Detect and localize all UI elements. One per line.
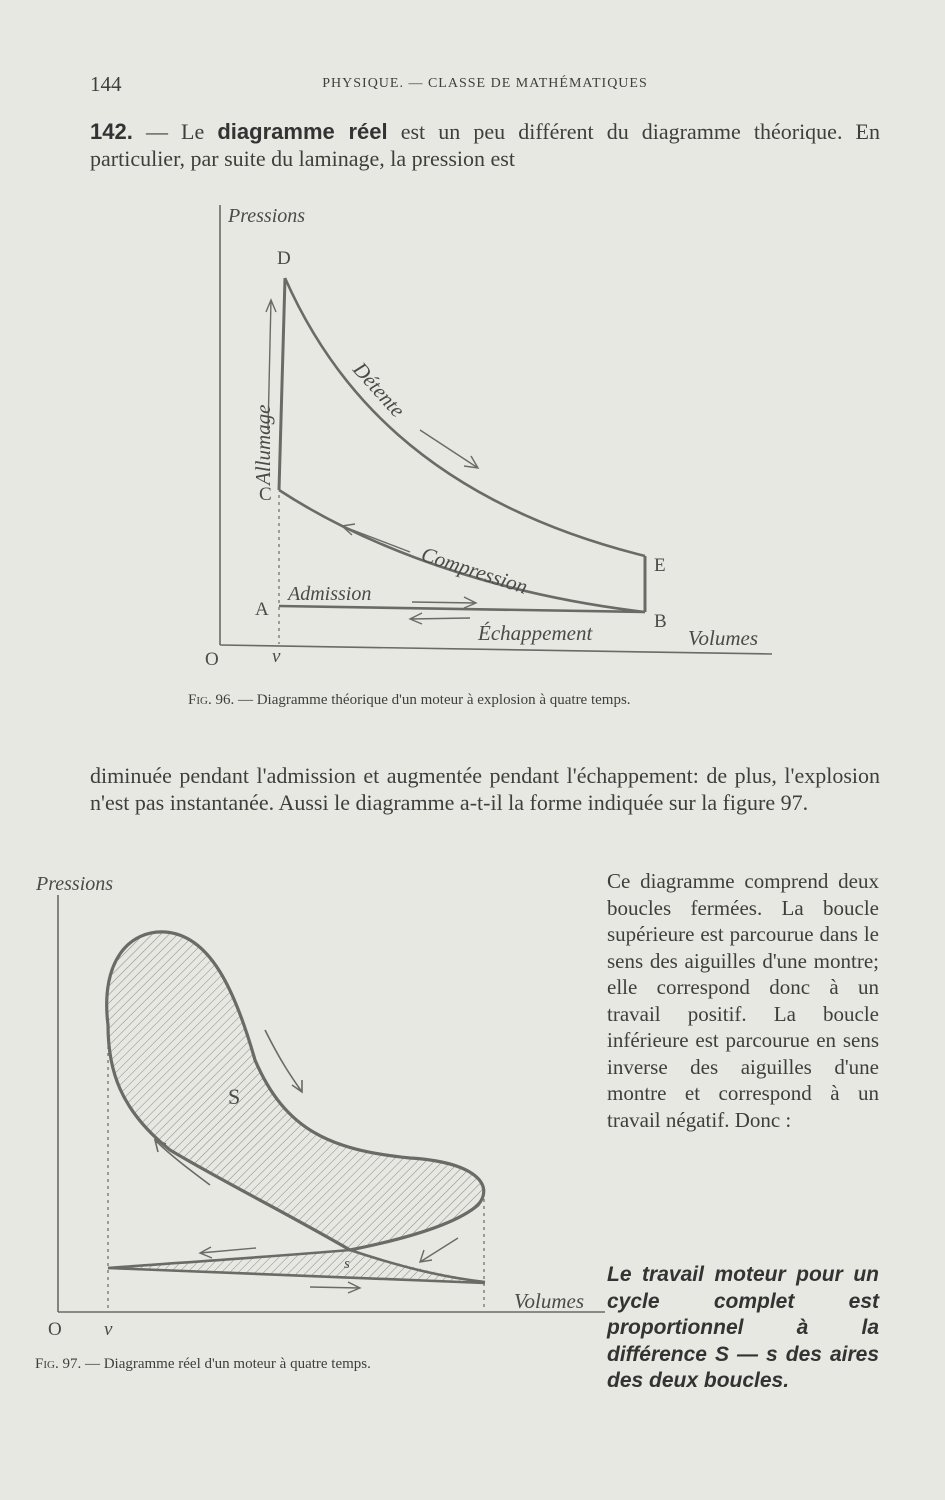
fig97-arrow-right [310,1282,360,1293]
fig97-v-label: v [104,1319,113,1340]
figure-96-caption-text: — Diagramme théorique d'un moteur à explosion à quatre temps. [234,692,631,708]
running-title: PHYSIQUE. — CLASSE DE MATHÉMATIQUES [322,76,648,91]
fig96-detente-label: Détente [348,357,410,422]
fig96-point-b: B [654,611,667,632]
section-dash: — Le [132,119,218,144]
fig97-arrow-lower-right [420,1238,458,1262]
fig96-point-a: A [255,599,269,620]
fig97-origin-label: O [48,1319,62,1340]
fig97-big-loop [107,932,484,1250]
fig97-small-loop-label: s [344,1256,350,1272]
fig96-allumage-label: Allumage [251,404,275,485]
fig96-x-axis-label: Volumes [688,626,758,650]
fig96-admission-label: Admission [288,583,372,605]
bold-term: diagramme réel [217,119,388,144]
fig97-arrow-down [265,1030,302,1092]
fig96-origin-label: O [205,649,219,670]
section-number: 142. [90,119,133,144]
fig97-x-axis-label: Volumes [514,1289,584,1313]
side-paragraph: Ce diagramme comprend deux boucles fermées. La boucle supérieure est parcourue dans le sens des aiguilles d'une montre; elle correspond donc à un travail positif. La boucle inférieure est parcourue en sens inverse des aiguilles d'une montre et correspond à un travail négatif. Donc : [607,869,879,1132]
conclusion-statement: Le travail moteur pour un cycle complet est proportionnel à la différence S — s des aires des deux boucles. [607,1263,879,1392]
fig96-point-d: D [277,248,291,269]
fig96-v-label: v [272,646,281,667]
section-142-continued: diminuée pendant l'admission et augmentée pendant l'échappement: de plus, l'explosion n'est pas instantanée. Aussi le diagramme a-t-il la forme indiquée sur la figure 97. [90,763,880,815]
figure-97-caption-label: Fig. 97. [35,1356,82,1372]
fig96-y-axis-label: Pressions [228,205,306,227]
figure-97-caption [35,1356,371,1373]
intro-text: est un peu différent du diagramme théorique. En particulier, par suite du laminage, la pression est [90,119,880,171]
figure-96-caption-label: Fig. 96. [188,692,235,708]
figure-97-caption-text: — Diagramme réel d'un moteur à quatre temps. [81,1356,371,1372]
fig97-arrow-left [200,1247,256,1258]
fig96-compression-label: Compression [418,541,531,599]
fig97-y-axis-label: Pressions [36,873,114,895]
fig97-big-loop-label: S [228,1084,241,1109]
fig96-point-c: C [259,484,272,505]
fig96-echappement-label: Échappement [478,621,593,645]
page-number: 144 [90,72,122,96]
fig96-point-e: E [654,555,666,576]
